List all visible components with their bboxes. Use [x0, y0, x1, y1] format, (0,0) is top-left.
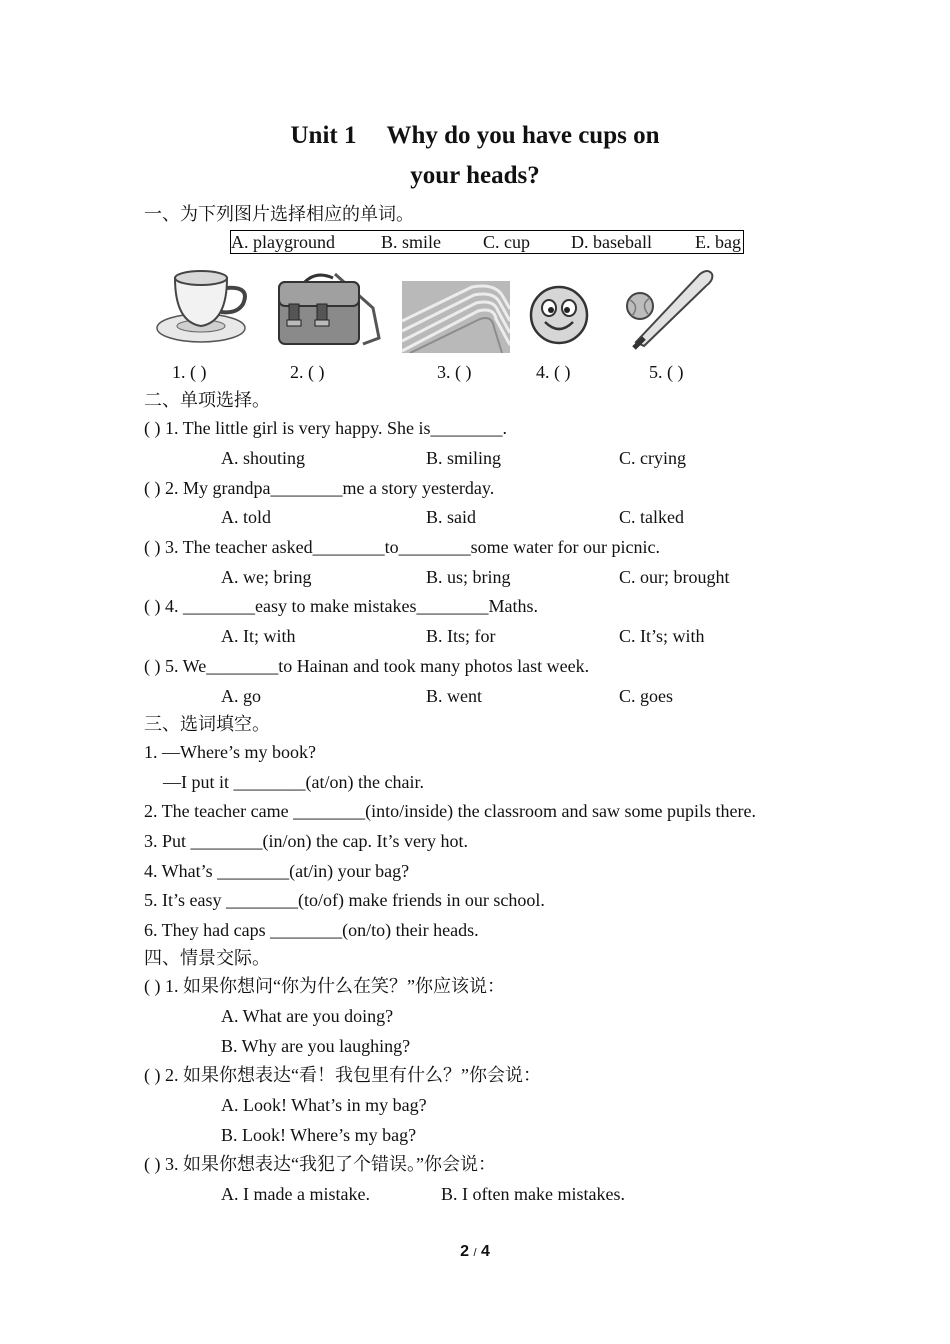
word-option: E. bag: [695, 232, 741, 252]
option-a: A. It; with: [221, 626, 296, 646]
word-option: D. baseball: [571, 232, 652, 252]
option-c: C. crying: [619, 448, 686, 468]
option-b: B. I often make mistakes.: [441, 1184, 625, 1204]
option-a: A. told: [221, 507, 272, 527]
question-stem: ( ) 2. 如果你想表达“看！我包里有什么？”你会说：: [144, 1065, 541, 1085]
word-bank-box: [230, 230, 744, 254]
option-a: A. shouting: [221, 448, 306, 468]
answer-blank-2: 2. ( ): [290, 362, 325, 382]
fill-line: 6. They had caps ________(on/to) their heads.: [144, 920, 479, 940]
fill-line: 2. The teacher came ________(into/inside) the classroom and saw some pupils there.: [144, 801, 756, 821]
option-b: B. Why are you laughing?: [221, 1036, 411, 1056]
option-b: B. Its; for: [426, 626, 496, 646]
section2-heading: 二、单项选择。: [144, 390, 270, 410]
section1-heading: 一、为下列图片选择相应的单词。: [144, 204, 414, 224]
option-b: B. smiling: [426, 448, 502, 468]
fill-line: 1. —Where’s my book?: [144, 742, 316, 762]
question-stem: ( ) 1. 如果你想问“你为什么在笑？”你应该说：: [144, 976, 505, 996]
answer-blank-4: 4. ( ): [536, 362, 571, 382]
question-stem: ( ) 3. 如果你想表达“我犯了个错误。”你会说：: [144, 1154, 496, 1174]
fill-line: 5. It’s easy ________(to/of) make friends in our school.: [144, 890, 545, 910]
word-option: B. smile: [381, 232, 442, 252]
section4-heading: 四、情景交际。: [144, 948, 270, 968]
page-title-line1: [0, 122, 950, 150]
fill-line: —I put it ________(at/on) the chair.: [163, 772, 424, 792]
option-a: A. What are you doing?: [221, 1006, 394, 1026]
question-stem: ( ) 3. The teacher asked________to________some water for our picnic.: [144, 537, 661, 557]
option-b: B. us; bring: [426, 567, 511, 587]
current-page: 2: [460, 1243, 470, 1260]
fill-line: 3. Put ________(in/on) the cap. It’s very hot.: [144, 831, 468, 851]
option-a: A. I made a mistake.: [221, 1184, 370, 1204]
page-title-line2: your heads?: [410, 162, 540, 189]
option-a: A. go: [221, 686, 261, 706]
option-b: B. went: [426, 686, 482, 706]
option-c: C. It’s; with: [619, 626, 705, 646]
question-stem: ( ) 4. ________easy to make mistakes________Maths.: [144, 596, 538, 616]
fill-line: 4. What’s ________(at/in) your bag?: [144, 861, 410, 881]
option-c: C. goes: [619, 686, 673, 706]
unit-label: Unit 1: [290, 122, 357, 149]
answer-blank-3: 3. ( ): [437, 362, 472, 382]
option-b: B. Look! Where’s my bag?: [221, 1125, 417, 1145]
word-option: A. playground: [231, 232, 335, 252]
section3-heading: 三、选词填空。: [144, 714, 270, 734]
answer-blank-1: 1. ( ): [172, 362, 207, 382]
option-b: B. said: [426, 507, 477, 527]
baseball-bat-icon: [622, 268, 714, 350]
schoolbag-icon: [275, 268, 385, 350]
option-a: A. we; bring: [221, 567, 312, 587]
question-stem: ( ) 5. We________to Hainan and took many photos last week.: [144, 656, 590, 676]
word-option: C. cup: [483, 232, 530, 252]
option-a: A. Look! What’s in my bag?: [221, 1095, 427, 1115]
total-pages: 4: [480, 1243, 490, 1260]
option-c: C. talked: [619, 507, 684, 527]
cup-icon: [155, 266, 255, 346]
running-track-icon: [402, 281, 510, 353]
title-text: Why do you have cups on: [386, 122, 660, 149]
page-separator: /: [473, 1247, 477, 1259]
smiley-face-icon: [528, 284, 590, 346]
question-stem: ( ) 1. The little girl is very happy. She is________.: [144, 418, 507, 438]
answer-blank-5: 5. ( ): [649, 362, 684, 382]
option-c: C. our; brought: [619, 567, 730, 587]
page-number: [0, 1243, 950, 1261]
question-stem: ( ) 2. My grandpa________me a story yesterday.: [144, 478, 495, 498]
